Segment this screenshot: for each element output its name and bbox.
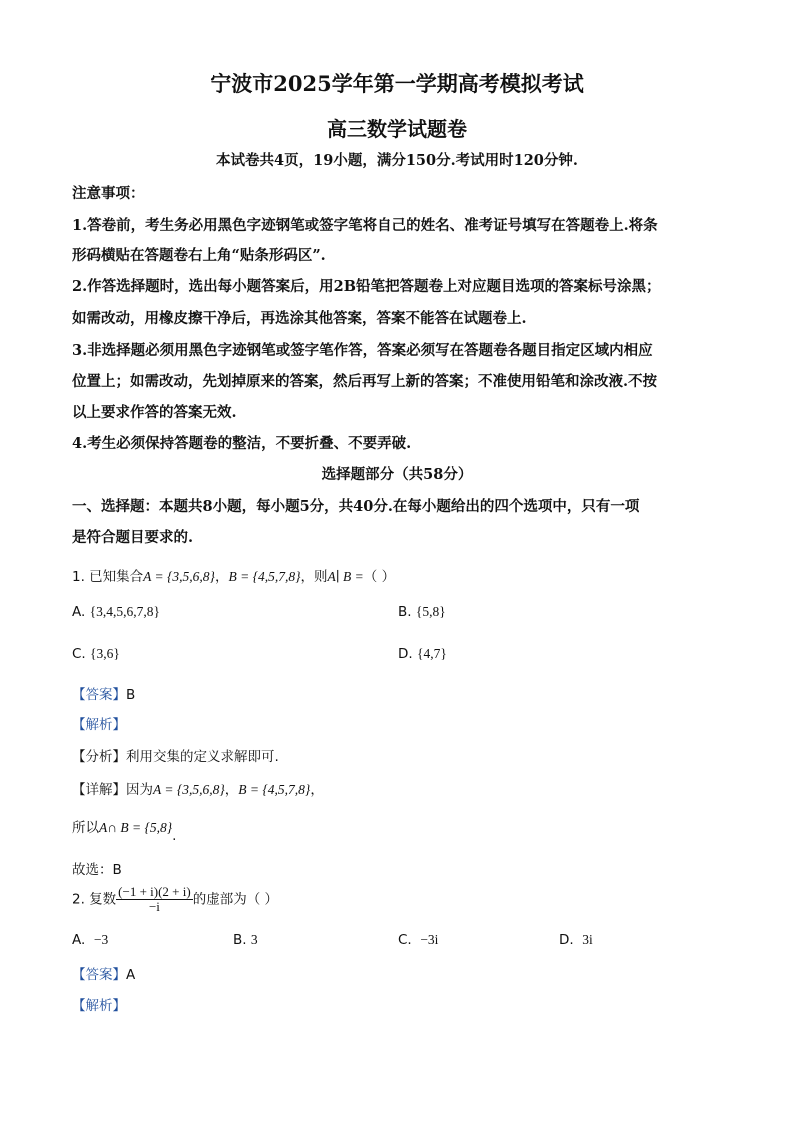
- question-1-option-b: [398, 604, 446, 620]
- exam-subtitle: 高三数学试题卷: [327, 117, 467, 141]
- conclusion-expr: A∩ B = {5,8}: [99, 820, 173, 835]
- option-b-value: 3: [250, 932, 258, 947]
- fraction-numerator: (−1 + i)(2 + i): [118, 884, 191, 899]
- analysis-tag: 【解析】: [72, 717, 126, 733]
- part1-instructions-line1: 一、选择题：本题共8小题，每小题5分，共40分.在每小题给出的四个选项中，只有一项: [72, 498, 640, 515]
- exam-info: 本试卷共4页，19小题，满分150分.考试用时120分钟.: [216, 152, 578, 169]
- question-1-prefix: 1. 已知集合: [72, 569, 144, 585]
- question-1-analysis-heading: [72, 713, 126, 733]
- set-b: B = {4,5,7,8}: [228, 569, 301, 584]
- separator: ，: [214, 569, 229, 585]
- answer-tag: 【答案】: [72, 687, 126, 703]
- complex-fraction: [116, 885, 193, 914]
- option-c-value: {3,6}: [90, 646, 120, 661]
- question-1-blank: （ ）: [363, 569, 396, 585]
- question-1-expr: A∣ B =: [327, 569, 364, 584]
- question-1-fenxi: [72, 745, 279, 765]
- question-1-ask: ，则: [300, 569, 328, 585]
- section-title: 选择题部分（共58分）: [321, 466, 473, 483]
- part1-instructions-line2: 是符合题目要求的.: [72, 529, 194, 546]
- detail-end: ，: [310, 782, 324, 798]
- question-2-option-d: [559, 932, 593, 948]
- option-c-label: C.: [72, 646, 86, 662]
- option-d-label: D.: [559, 932, 574, 948]
- detail-tag: 【详解】: [72, 782, 126, 798]
- notice-heading: 注意事项：: [72, 185, 145, 202]
- question-1-option-c: [72, 646, 120, 662]
- answer-value: B: [126, 687, 136, 703]
- question-2-option-c: [398, 932, 438, 948]
- option-a-label: A.: [72, 604, 86, 620]
- question-1-choice: 故选：B: [72, 862, 122, 878]
- notice-item3-line1: 3.非选择题必须用黑色字迹钢笔或签字笔作答，答案必须写在答题卷各题目指定区域内相应: [72, 342, 653, 359]
- question-1-option-a: [72, 604, 160, 620]
- option-a-value: {3,4,5,6,7,8}: [89, 604, 160, 619]
- fraction-denominator: −i: [148, 899, 160, 914]
- conclusion-dot: .: [172, 828, 177, 844]
- question-2-option-a: [72, 932, 108, 948]
- question-2-analysis-heading: [72, 994, 126, 1014]
- question-1-conclusion: [72, 816, 177, 844]
- notice-item2-line1: 2.作答选择题时，选出每小题答案后，用2B铅笔把答题卷上对应题目选项的答案标号涂黑；: [72, 278, 661, 295]
- notice-item3-line3: 以上要求作答的答案无效.: [72, 404, 237, 421]
- notice-item2-line2: 如需改动，用橡皮擦干净后，再选涂其他答案，答案不能答在试题卷上.: [72, 310, 527, 327]
- detail-separator: ，: [224, 782, 239, 798]
- question-2-answer: [72, 963, 135, 983]
- option-c-label: C.: [398, 932, 412, 948]
- detail-prefix: 因为: [126, 782, 153, 798]
- option-b-value: {5,8}: [415, 604, 446, 619]
- fenxi-tag: 【分析】: [72, 749, 126, 765]
- question-2-stem: [72, 885, 278, 914]
- detail-set-b: B = {4,5,7,8}: [238, 782, 311, 797]
- exam-title: 宁波市2025学年第一学期高考模拟考试: [210, 71, 584, 96]
- question-1-option-d: [398, 646, 447, 662]
- conclusion-prefix: 所以: [72, 820, 99, 836]
- question-2-suffix: 的虚部为（ ）: [192, 891, 279, 908]
- detail-set-a: A = {3,5,6,8}: [153, 782, 225, 797]
- option-a-label: A.: [72, 932, 86, 948]
- analysis-tag: 【解析】: [72, 998, 126, 1014]
- answer-tag: 【答案】: [72, 967, 126, 983]
- option-d-value: 3i: [582, 932, 593, 947]
- notice-item3-line2: 位置上；如需改动，先划掉原来的答案，然后再写上新的答案；不准使用铅笔和涂改液.不按: [72, 373, 658, 390]
- fenxi-text: 利用交集的定义求解即可.: [126, 749, 279, 765]
- notice-item4: 4.考生必须保持答题卷的整洁，不要折叠、不要弄破.: [72, 435, 412, 452]
- answer-value: A: [126, 967, 136, 983]
- option-b-label: B.: [233, 932, 247, 948]
- notice-item1-line1: 1.答卷前，考生务必用黑色字迹钢笔或签字笔将自己的姓名、准考证号填写在答题卷上.将条: [72, 217, 658, 234]
- question-1-answer: [72, 683, 135, 703]
- set-a: A = {3,5,6,8}: [143, 569, 215, 584]
- option-a-value: −3: [93, 932, 109, 947]
- notice-item1-line2: 形码横贴在答题卷右上角“贴条形码区”.: [72, 247, 326, 264]
- question-1-stem: [72, 565, 395, 585]
- question-2-prefix: 2. 复数: [72, 891, 117, 908]
- option-d-value: {4,7}: [416, 646, 447, 661]
- question-1-detail: [72, 778, 324, 798]
- question-2-option-b: [233, 932, 258, 948]
- option-b-label: B.: [398, 604, 412, 620]
- option-d-label: D.: [398, 646, 413, 662]
- option-c-value: −3i: [420, 932, 439, 947]
